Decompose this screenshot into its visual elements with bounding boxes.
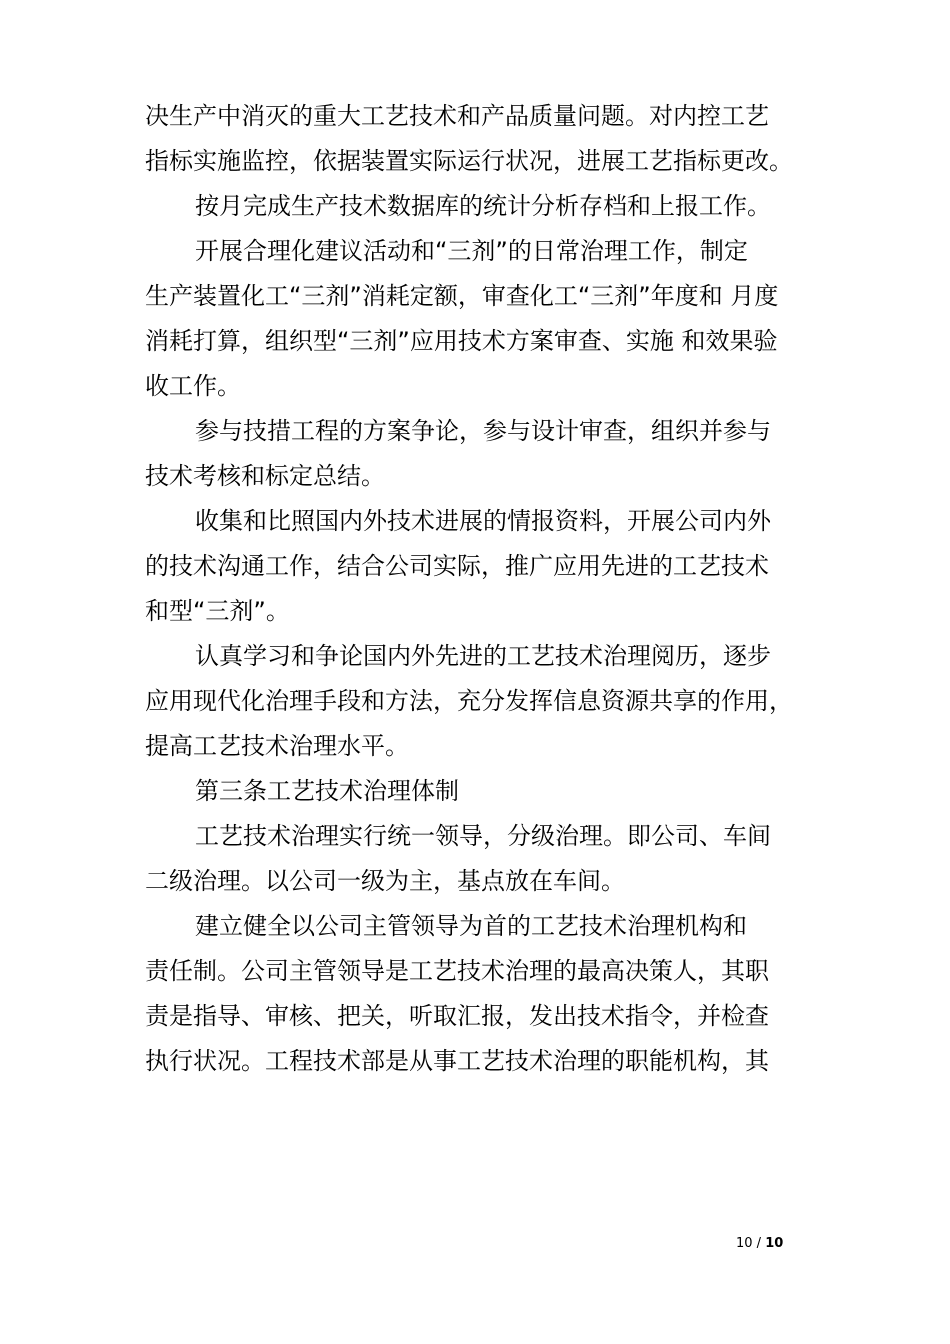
text-line: 提高工艺技术治理水平。 xyxy=(145,732,409,760)
text-line: 和型“三剂”。 xyxy=(145,597,290,625)
text-line: 参与技措工程的方案争论，参与设计审查，组织并参与 xyxy=(195,417,771,445)
text-line: 决生产中消灭的重大工艺技术和产品质量问题。对内控工艺 xyxy=(145,102,769,130)
text-line: 责任制。公司主管领导是工艺技术治理的最高决策人，其职 xyxy=(145,957,769,985)
text-line: 指标实施监控，依据装置实际运行状况，进展工艺指标更改。 xyxy=(145,147,793,175)
text-line: 应用现代化治理手段和方法，充分发挥信息资源共享的作用， xyxy=(145,687,793,715)
page-total: 10 xyxy=(765,1236,784,1251)
page-separator: / xyxy=(752,1236,766,1251)
text-line: 建立健全以公司主管领导为首的工艺技术治理机构和 xyxy=(195,912,747,940)
text-line: 执行状况。工程技术部是从事工艺技术治理的职能机构，其 xyxy=(145,1047,769,1075)
text-line: 收集和比照国内外技术进展的情报资料，开展公司内外 xyxy=(195,507,771,535)
text-line: 工艺技术治理实行统一领导，分级治理。即公司、车间 xyxy=(195,822,771,850)
text-line: 认真学习和争论国内外先进的工艺技术治理阅历，逐步 xyxy=(195,642,771,670)
text-line: 收工作。 xyxy=(145,372,241,400)
text-line: 二级治理。以公司一级为主，基点放在车间。 xyxy=(145,867,625,895)
page-number xyxy=(736,1236,783,1251)
text-line: 开展合理化建议活动和“三剂”的日常治理工作，制定 xyxy=(195,237,748,265)
text-line: 责是指导、审核、把关，听取汇报，发出技术指令，并检查 xyxy=(145,1002,769,1030)
text-line: 按月完成生产技术数据库的统计分析存档和上报工作。 xyxy=(195,192,771,220)
text-line: 的技术沟通工作，结合公司实际，推广应用先进的工艺技术 xyxy=(145,552,769,580)
page-current: 10 xyxy=(736,1236,753,1251)
text-line: 技术考核和标定总结。 xyxy=(145,462,385,490)
section-heading: 第三条工艺技术治理体制 xyxy=(195,777,459,805)
text-line: 生产装置化工“三剂”消耗定额，审查化工“三剂”年度和 月度 xyxy=(145,282,779,310)
text-line: 消耗打算，组织型“三剂”应用技术方案审查、实施 和效果验 xyxy=(145,327,778,355)
